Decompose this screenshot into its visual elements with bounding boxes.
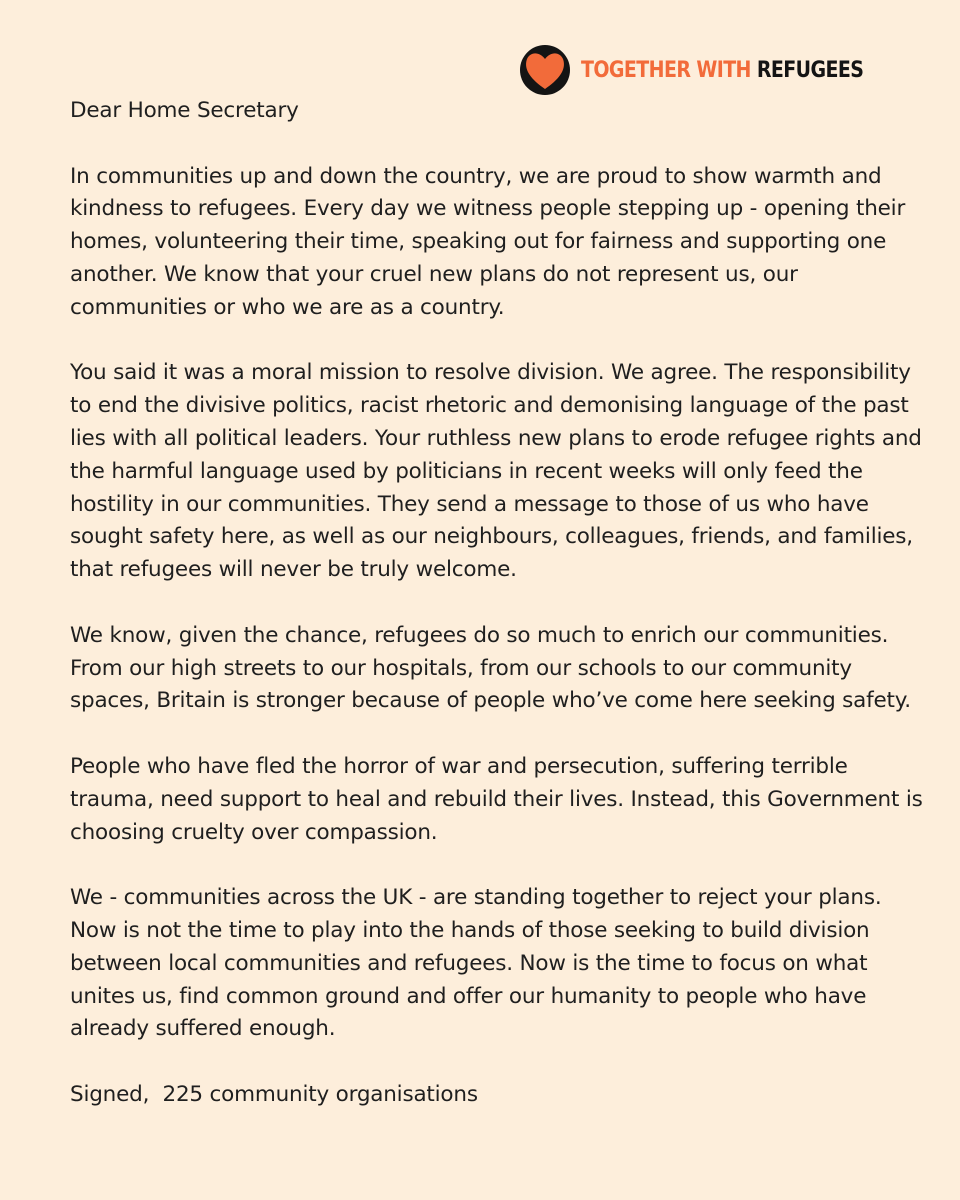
paragraph: You said it was a moral mission to resolve division. We agree. The responsibility to end the divisive politics, racist rhetoric and demonising language of the past lies with all political leaders. Your ruthless new plans to erode refugee rights and the harmful language used by politicians in recent weeks will only feed the hostility in our communities. They send a message to those of us who have sought safety here, as well as our neighbours, colleagues, friends, and families, that refugees will never be truly welcome. (70, 360, 922, 583)
paragraph: In communities up and down the country, we are proud to show warmth and kindness to refugees. Every day we witness people stepping up - opening their homes, volunteering their time, speaking out for fairness and supporting one another. We know that your cruel new plans do not represent us, our communities or who we are as a country. (70, 163, 906, 320)
brand-name-part1: TOGETHER WITH (581, 57, 751, 83)
heart-hands-icon (519, 44, 571, 96)
paragraph: We know, given the chance, refugees do so much to enrich our communities. From our high streets to our hospitals, from our schools to our community spaces, Britain is stronger because of people who’ve come here seeking safety. (70, 622, 911, 714)
brand-name (581, 57, 863, 82)
signoff: Signed, 225 community organisations (70, 1081, 478, 1107)
paragraph: We - communities across the UK - are standing together to reject your plans. Now is not the time to play into the hands of those seeking to build division between local communities and refugees. Now is the time to focus on what unites us, find common ground and offer our humanity to people who have already suffered enough. (70, 885, 882, 1042)
paragraph: People who have fled the horror of war and persecution, suffering terrible trauma, need support to heal and rebuild their lives. Instead, this Government is choosing cruelty over compassion. (70, 753, 923, 845)
salutation: Dear Home Secretary (70, 98, 299, 123)
brand-logo (519, 44, 863, 96)
letter-body (70, 95, 925, 1112)
brand-name-part2: REFUGEES (756, 57, 864, 83)
